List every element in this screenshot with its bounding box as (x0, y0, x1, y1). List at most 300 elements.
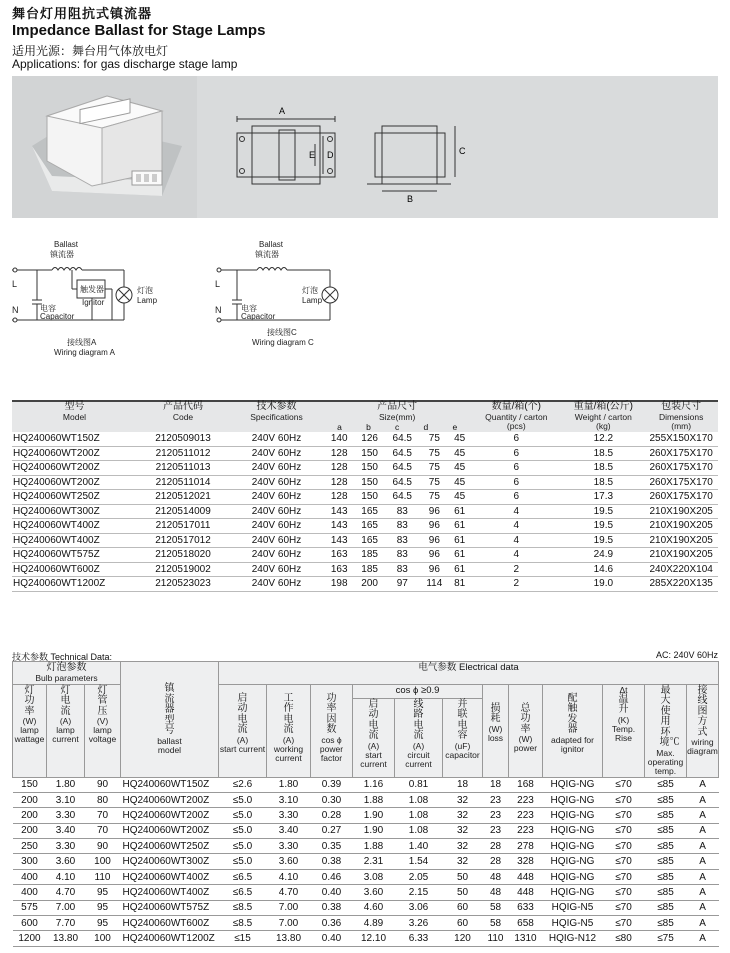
tech-cc-cell: 3.26 (395, 916, 443, 931)
hdr-maxtemp-en: Max. operating temp. (647, 747, 684, 776)
hdr-bulb-cn: 灯泡参数 (46, 662, 87, 673)
dimension-svg (197, 76, 718, 218)
product-e-cell: 61 (449, 504, 470, 519)
product-c-cell: 97 (385, 577, 420, 592)
tech-cc-cell: 2.05 (395, 869, 443, 884)
hdr-cap-unit: (uF) (454, 740, 471, 751)
product-b-cell: 150 (354, 446, 384, 461)
tech-model-cell: HQ240060WT300Z (121, 854, 219, 869)
product-c-cell: 83 (385, 548, 420, 563)
product-pack-cell: 260X175X170 (644, 446, 718, 461)
tech-wd-cell: A (687, 900, 719, 915)
tech-pf-cell: 0.36 (311, 916, 353, 931)
tech-loss-cell: 58 (483, 916, 509, 931)
table-row (12, 490, 718, 505)
tech-mt-cell: ≤75 (645, 931, 687, 946)
hdr-wiring-cn: 接线图方式 (697, 684, 708, 738)
hdr-maxtemp-cn: 最大使用环境℃ (659, 684, 680, 748)
product-d-cell: 75 (420, 446, 449, 461)
tech-lv-cell: 80 (85, 792, 121, 807)
tech-wc-cell: 13.80 (267, 931, 311, 946)
hdr-qty-unit: (pcs) (506, 420, 526, 431)
hdr-temp-unit: (K) (617, 714, 630, 725)
tech-pf-cell: 0.27 (311, 823, 353, 838)
tech-cc-cell: 1.54 (395, 854, 443, 869)
hdr-model-cn: 型号 (64, 401, 85, 412)
tech-tr-cell: ≤70 (603, 823, 645, 838)
tech-wd-cell: A (687, 777, 719, 792)
wd-c-capacitor-en: Capacitor (241, 312, 276, 321)
product-model-cell: HQ240060WT300Z (12, 504, 137, 519)
tech-wd-cell: A (687, 916, 719, 931)
tech-lc-cell: 3.30 (47, 839, 85, 854)
hdr-work-unit: (A) (282, 734, 295, 745)
tech-sc2-cell: 12.10 (353, 931, 395, 946)
tech-lv-cell: 110 (85, 869, 121, 884)
tech-cc-cell: 3.06 (395, 900, 443, 915)
product-code-cell: 2120518020 (137, 548, 229, 563)
product-c-cell: 64.5 (385, 446, 420, 461)
tech-tr-cell: ≤70 (603, 916, 645, 931)
tech-wd-cell: A (687, 792, 719, 807)
hdr-lvolt-unit: (V) (96, 716, 109, 726)
tech-sc-cell: ≤5.0 (219, 823, 267, 838)
tech-ign-cell: HQIG-N12 (543, 931, 603, 946)
product-model-cell: HQ240060WT600Z (12, 562, 137, 577)
hdr-pack-unit: (mm) (671, 420, 692, 431)
product-d-cell: 75 (420, 490, 449, 505)
table-row (12, 548, 718, 563)
wiring-svg (12, 235, 342, 360)
product-code-cell: 2120517012 (137, 533, 229, 548)
product-a-cell: 143 (324, 519, 354, 534)
tech-tr-cell: ≤80 (603, 931, 645, 946)
product-d-cell: 96 (420, 562, 449, 577)
tech-wc-cell: 4.70 (267, 885, 311, 900)
tech-wd-cell: A (687, 854, 719, 869)
product-qty-cell: 6 (470, 490, 562, 505)
tech-tr-cell: ≤70 (603, 808, 645, 823)
product-c-cell: 64.5 (385, 490, 420, 505)
hdr-lcur-cn: 灯电流 (60, 684, 71, 717)
tech-ign-cell: HQIG-NG (543, 854, 603, 869)
tech-model-cell: HQ240060WT200Z (121, 792, 219, 807)
hdr-cap-cn: 并联电容 (457, 698, 468, 742)
tech-lc-cell: 3.60 (47, 854, 85, 869)
tech-pf-cell: 0.38 (311, 854, 353, 869)
hdr-start-en: start current (219, 743, 266, 754)
tech-sc-cell: ≤2.6 (219, 777, 267, 792)
tech-ign-cell: HQIG-NG (543, 808, 603, 823)
wd-a-l: L (12, 279, 18, 289)
tech-cap-cell: 60 (443, 916, 483, 931)
tech-pw-cell: 328 (509, 854, 543, 869)
wd-a-ignitor-cn: 触发器 (80, 285, 104, 294)
wd-a-ballast-cn: 镇流器 (50, 250, 74, 259)
tech-loss-cell: 18 (483, 777, 509, 792)
hdr-electrical: 电气参数 Electrical data (418, 662, 519, 673)
hdr-size-e: e (452, 421, 458, 432)
tech-sc-cell: ≤5.0 (219, 808, 267, 823)
tech-pw-cell: 223 (509, 808, 543, 823)
product-c-cell: 83 (385, 519, 420, 534)
tech-lc-cell: 4.10 (47, 869, 85, 884)
hdr-code-cn: 产品代码 (163, 401, 203, 412)
hdr-weight-en: Weight / carton (574, 411, 632, 422)
tech-wd-cell: A (687, 885, 719, 900)
product-e-cell: 45 (449, 432, 470, 447)
tech-wc-cell: 3.60 (267, 854, 311, 869)
product-d-cell: 96 (420, 504, 449, 519)
tech-wc-cell: 7.00 (267, 916, 311, 931)
table-row (13, 931, 719, 946)
wd-a-n: N (12, 305, 19, 315)
hdr-start2-en: start current (360, 749, 387, 769)
tech-loss-cell: 28 (483, 854, 509, 869)
table-row (13, 916, 719, 931)
hdr-cap-en: capacitor (445, 749, 480, 760)
tech-loss-cell: 110 (483, 931, 509, 946)
tech-sc2-cell: 4.89 (353, 916, 395, 931)
product-e-cell: 81 (449, 577, 470, 592)
tech-cap-cell: 18 (443, 777, 483, 792)
product-a-cell: 128 (324, 475, 354, 490)
tech-mt-cell: ≤85 (645, 900, 687, 915)
hdr-size-b: b (366, 421, 371, 432)
product-b-cell: 126 (354, 432, 384, 447)
tech-cc-cell: 1.08 (395, 792, 443, 807)
wd-c-caption-cn: 接线图C (267, 328, 297, 337)
wd-c-n: N (215, 305, 222, 315)
tech-lc-cell: 1.80 (47, 777, 85, 792)
tech-lc-cell: 3.10 (47, 792, 85, 807)
product-c-cell: 64.5 (385, 475, 420, 490)
hdr-lvolt-en: lamp voltage (88, 725, 117, 744)
product-pack-cell: 285X220X135 (644, 577, 718, 592)
tech-pw-cell: 633 (509, 900, 543, 915)
product-pack-cell: 260X175X170 (644, 475, 718, 490)
tech-lv-cell: 95 (85, 916, 121, 931)
hdr-circuit-en: circuit current (405, 749, 432, 769)
hdr-pack-cn: 包装尺寸 (661, 401, 702, 412)
tech-tr-cell: ≤70 (603, 777, 645, 792)
hdr-spec-cn: 技术参数 (256, 401, 297, 412)
product-b-cell: 185 (354, 548, 384, 563)
product-b-cell: 200 (354, 577, 384, 592)
tech-wc-cell: 3.40 (267, 823, 311, 838)
hdr-size-d: d (423, 421, 429, 432)
tech-loss-cell: 28 (483, 839, 509, 854)
wd-c-caption-en: Wiring diagram C (252, 338, 314, 347)
tech-sc-cell: ≤8.5 (219, 916, 267, 931)
hdr-temp-en: Temp. Rise (611, 723, 636, 743)
product-code-cell: 2120514009 (137, 504, 229, 519)
hdr-qty-en: Quantity / carton (485, 411, 548, 422)
tech-sc2-cell: 1.90 (353, 808, 395, 823)
product-c-cell: 83 (385, 504, 420, 519)
product-a-cell: 128 (324, 490, 354, 505)
product-weight-cell: 14.6 (562, 562, 644, 577)
wd-a-capacitor-cn: 电容 (40, 304, 56, 313)
tech-model-cell: HQ240060WT600Z (121, 916, 219, 931)
product-c-cell: 83 (385, 562, 420, 577)
tech-sc-cell: ≤5.0 (219, 839, 267, 854)
product-e-cell: 61 (449, 533, 470, 548)
wd-c-lamp-en: Lamp (302, 296, 323, 305)
hdr-wattage-unit: (W) (22, 716, 37, 726)
dim-d-label: D (327, 150, 334, 160)
product-e-cell: 61 (449, 562, 470, 577)
tech-cap-cell: 32 (443, 808, 483, 823)
tech-mt-cell: ≤85 (645, 777, 687, 792)
tech-mt-cell: ≤85 (645, 808, 687, 823)
product-d-cell: 75 (420, 432, 449, 447)
product-qty-cell: 4 (470, 548, 562, 563)
product-b-cell: 165 (354, 533, 384, 548)
product-b-cell: 185 (354, 562, 384, 577)
product-model-cell: HQ240060WT200Z (12, 475, 137, 490)
product-spec-cell: 240V 60Hz (229, 533, 324, 548)
tech-pf-cell: 0.35 (311, 839, 353, 854)
tech-cap-cell: 32 (443, 792, 483, 807)
product-spec-cell: 240V 60Hz (229, 490, 324, 505)
wd-c-ballast-cn: 镇流器 (255, 250, 279, 259)
dim-c-label: C (459, 146, 466, 156)
product-e-cell: 45 (449, 490, 470, 505)
hdr-size-cn: 产品尺寸 (377, 401, 418, 412)
tech-w-cell: 250 (13, 839, 47, 854)
tech-cc-cell: 2.15 (395, 885, 443, 900)
product-e-cell: 45 (449, 446, 470, 461)
product-weight-cell: 18.5 (562, 461, 644, 476)
product-a-cell: 163 (324, 562, 354, 577)
tech-lv-cell: 70 (85, 823, 121, 838)
tech-wc-cell: 1.80 (267, 777, 311, 792)
tech-table (12, 661, 718, 947)
hdr-start-unit: (A) (236, 734, 249, 745)
table-row (12, 562, 718, 577)
tech-ign-cell: HQIG-NG (543, 792, 603, 807)
hdr-pf-cn: 功率因数 (326, 692, 337, 735)
hdr-lcur-unit: (A) (59, 716, 72, 726)
hdr-ignitor-cn: 配触发器 (567, 692, 578, 735)
wd-a-capacitor-en: Capacitor (40, 312, 75, 321)
product-c-cell: 83 (385, 533, 420, 548)
product-model-cell: HQ240060WT250Z (12, 490, 137, 505)
tech-sc2-cell: 1.16 (353, 777, 395, 792)
product-d-cell: 114 (420, 577, 449, 592)
tech-model-cell: HQ240060WT400Z (121, 885, 219, 900)
product-spec-cell: 240V 60Hz (229, 548, 324, 563)
tech-w-cell: 200 (13, 808, 47, 823)
product-photo (12, 76, 197, 218)
tech-pw-cell: 223 (509, 823, 543, 838)
tech-sc-cell: ≤6.5 (219, 869, 267, 884)
dimension-drawing (197, 76, 718, 218)
tech-cap-cell: 32 (443, 839, 483, 854)
product-pack-cell: 260X175X170 (644, 490, 718, 505)
tech-wd-cell: A (687, 839, 719, 854)
product-code-cell: 2120519002 (137, 562, 229, 577)
hdr-start2-cn: 启动电流 (368, 698, 379, 742)
hdr-qty-cn: 数量/箱(个) (491, 401, 542, 412)
tech-ign-cell: HQIG-NG (543, 885, 603, 900)
product-a-cell: 128 (324, 461, 354, 476)
tech-pf-cell: 0.38 (311, 900, 353, 915)
product-table (12, 400, 718, 592)
wd-c-ballast-en: Ballast (259, 240, 284, 249)
tech-wd-cell: A (687, 823, 719, 838)
product-a-cell: 163 (324, 548, 354, 563)
hdr-size-en: Size(mm) (378, 411, 416, 422)
tech-cc-cell: 1.08 (395, 808, 443, 823)
tech-sc-cell: ≤6.5 (219, 885, 267, 900)
tech-cc-cell: 1.40 (395, 839, 443, 854)
hdr-pf-unit: cos ϕ (321, 734, 342, 745)
wd-c-capacitor-cn: 电容 (241, 304, 257, 313)
tech-pw-cell: 223 (509, 792, 543, 807)
product-qty-cell: 4 (470, 504, 562, 519)
tech-w-cell: 575 (13, 900, 47, 915)
hdr-ballast-model-en: ballast model (157, 735, 182, 755)
tech-data-label: 技术参数 Technical Data: (12, 652, 113, 662)
tech-pf-cell: 0.40 (311, 931, 353, 946)
product-d-cell: 96 (420, 533, 449, 548)
table-row (13, 854, 719, 869)
tech-wd-cell: A (687, 869, 719, 884)
tech-ign-cell: HQIG-N5 (543, 916, 603, 931)
tech-tr-cell: ≤70 (603, 792, 645, 807)
product-weight-cell: 17.3 (562, 490, 644, 505)
table-row (12, 577, 718, 592)
hdr-power-en: power (513, 743, 538, 753)
product-e-cell: 45 (449, 461, 470, 476)
tech-cc-cell: 0.81 (395, 777, 443, 792)
product-spec-cell: 240V 60Hz (229, 446, 324, 461)
hdr-pf-en: power factor (319, 743, 344, 763)
product-pack-cell: 240X220X104 (644, 562, 718, 577)
product-pack-cell: 210X190X205 (644, 533, 718, 548)
tech-pf-cell: 0.30 (311, 792, 353, 807)
tech-pw-cell: 278 (509, 839, 543, 854)
tech-loss-cell: 58 (483, 900, 509, 915)
tech-loss-cell: 23 (483, 823, 509, 838)
product-weight-cell: 19.5 (562, 519, 644, 534)
tech-lc-cell: 7.70 (47, 916, 85, 931)
tech-tr-cell: ≤70 (603, 839, 645, 854)
tech-ign-cell: HQIG-NG (543, 839, 603, 854)
product-qty-cell: 4 (470, 519, 562, 534)
tech-model-cell: HQ240060WT200Z (121, 823, 219, 838)
tech-cc-cell: 6.33 (395, 931, 443, 946)
product-weight-cell: 12.2 (562, 432, 644, 447)
tech-tr-cell: ≤70 (603, 900, 645, 915)
tech-wd-cell: A (687, 808, 719, 823)
product-pack-cell: 210X190X205 (644, 548, 718, 563)
hdr-spec-en: Specifications (250, 411, 303, 422)
hdr-ballast-model-cn: 镇流器型号 (164, 683, 175, 736)
product-qty-cell: 6 (470, 432, 562, 447)
product-weight-cell: 19.5 (562, 533, 644, 548)
dim-e-label: E (309, 150, 316, 160)
tech-sc2-cell: 1.90 (353, 823, 395, 838)
tech-w-cell: 1200 (13, 931, 47, 946)
tech-cap-cell: 50 (443, 869, 483, 884)
hdr-code-en: Code (172, 411, 194, 422)
product-qty-cell: 6 (470, 461, 562, 476)
product-code-cell: 2120517011 (137, 519, 229, 534)
product-e-cell: 61 (449, 519, 470, 534)
tech-sc-cell: ≤8.5 (219, 900, 267, 915)
applications-cn: 适用光源：舞台用气体放电灯 (12, 44, 169, 58)
product-weight-cell: 18.5 (562, 446, 644, 461)
table-row (12, 475, 718, 490)
tech-model-cell: HQ240060WT400Z (121, 869, 219, 884)
wd-a-lamp-en: Lamp (137, 296, 158, 305)
tech-sc-cell: ≤5.0 (219, 854, 267, 869)
hdr-wattage-cn: 灯功率 (24, 684, 35, 717)
tech-sc2-cell: 4.60 (353, 900, 395, 915)
hdr-circuit-unit: (A) (412, 740, 425, 751)
hdr-size-a: a (337, 421, 342, 432)
hdr-temp-sym: Δt (619, 684, 628, 695)
product-model-cell: HQ240060WT400Z (12, 519, 137, 534)
tech-model-cell: HQ240060WT575Z (121, 900, 219, 915)
tech-wc-cell: 4.10 (267, 869, 311, 884)
tech-w-cell: 200 (13, 792, 47, 807)
hdr-work-en: working current (273, 743, 304, 763)
hdr-lcur-en: lamp current (52, 725, 79, 744)
ac-spec-label: AC: 240V 60Hz (655, 650, 718, 660)
tech-w-cell: 150 (13, 777, 47, 792)
tech-pf-cell: 0.39 (311, 777, 353, 792)
product-c-cell: 64.5 (385, 432, 420, 447)
tech-ign-cell: HQIG-NG (543, 823, 603, 838)
table-row (12, 446, 718, 461)
tech-sc2-cell: 2.31 (353, 854, 395, 869)
tech-wc-cell: 3.30 (267, 839, 311, 854)
hdr-power-unit: (W) (518, 734, 533, 744)
tech-pw-cell: 168 (509, 777, 543, 792)
tech-model-cell: HQ240060WT200Z (121, 808, 219, 823)
tech-mt-cell: ≤85 (645, 823, 687, 838)
tech-ign-cell: HQIG-N5 (543, 900, 603, 915)
hdr-loss-unit: (W) (488, 723, 503, 734)
hdr-start-cn: 启动电流 (237, 692, 248, 735)
product-weight-cell: 19.5 (562, 504, 644, 519)
dim-b-label: B (407, 194, 414, 204)
product-model-cell: HQ240060WT200Z (12, 446, 137, 461)
product-a-cell: 140 (324, 432, 354, 447)
hdr-lvolt-cn: 灯管压 (97, 684, 108, 717)
tech-sc2-cell: 3.60 (353, 885, 395, 900)
product-spec-cell: 240V 60Hz (229, 577, 324, 592)
tech-pw-cell: 658 (509, 916, 543, 931)
table-row (13, 839, 719, 854)
tech-cc-cell: 1.08 (395, 823, 443, 838)
product-d-cell: 96 (420, 519, 449, 534)
tech-mt-cell: ≤85 (645, 916, 687, 931)
product-qty-cell: 4 (470, 533, 562, 548)
product-model-cell: HQ240060WT200Z (12, 461, 137, 476)
product-code-cell: 2120512021 (137, 490, 229, 505)
product-pack-cell: 210X190X205 (644, 504, 718, 519)
product-code-cell: 2120511012 (137, 446, 229, 461)
hdr-start2-unit: (A) (367, 740, 380, 751)
table-row (13, 777, 719, 792)
product-b-cell: 165 (354, 519, 384, 534)
wd-c-l: L (215, 279, 221, 289)
